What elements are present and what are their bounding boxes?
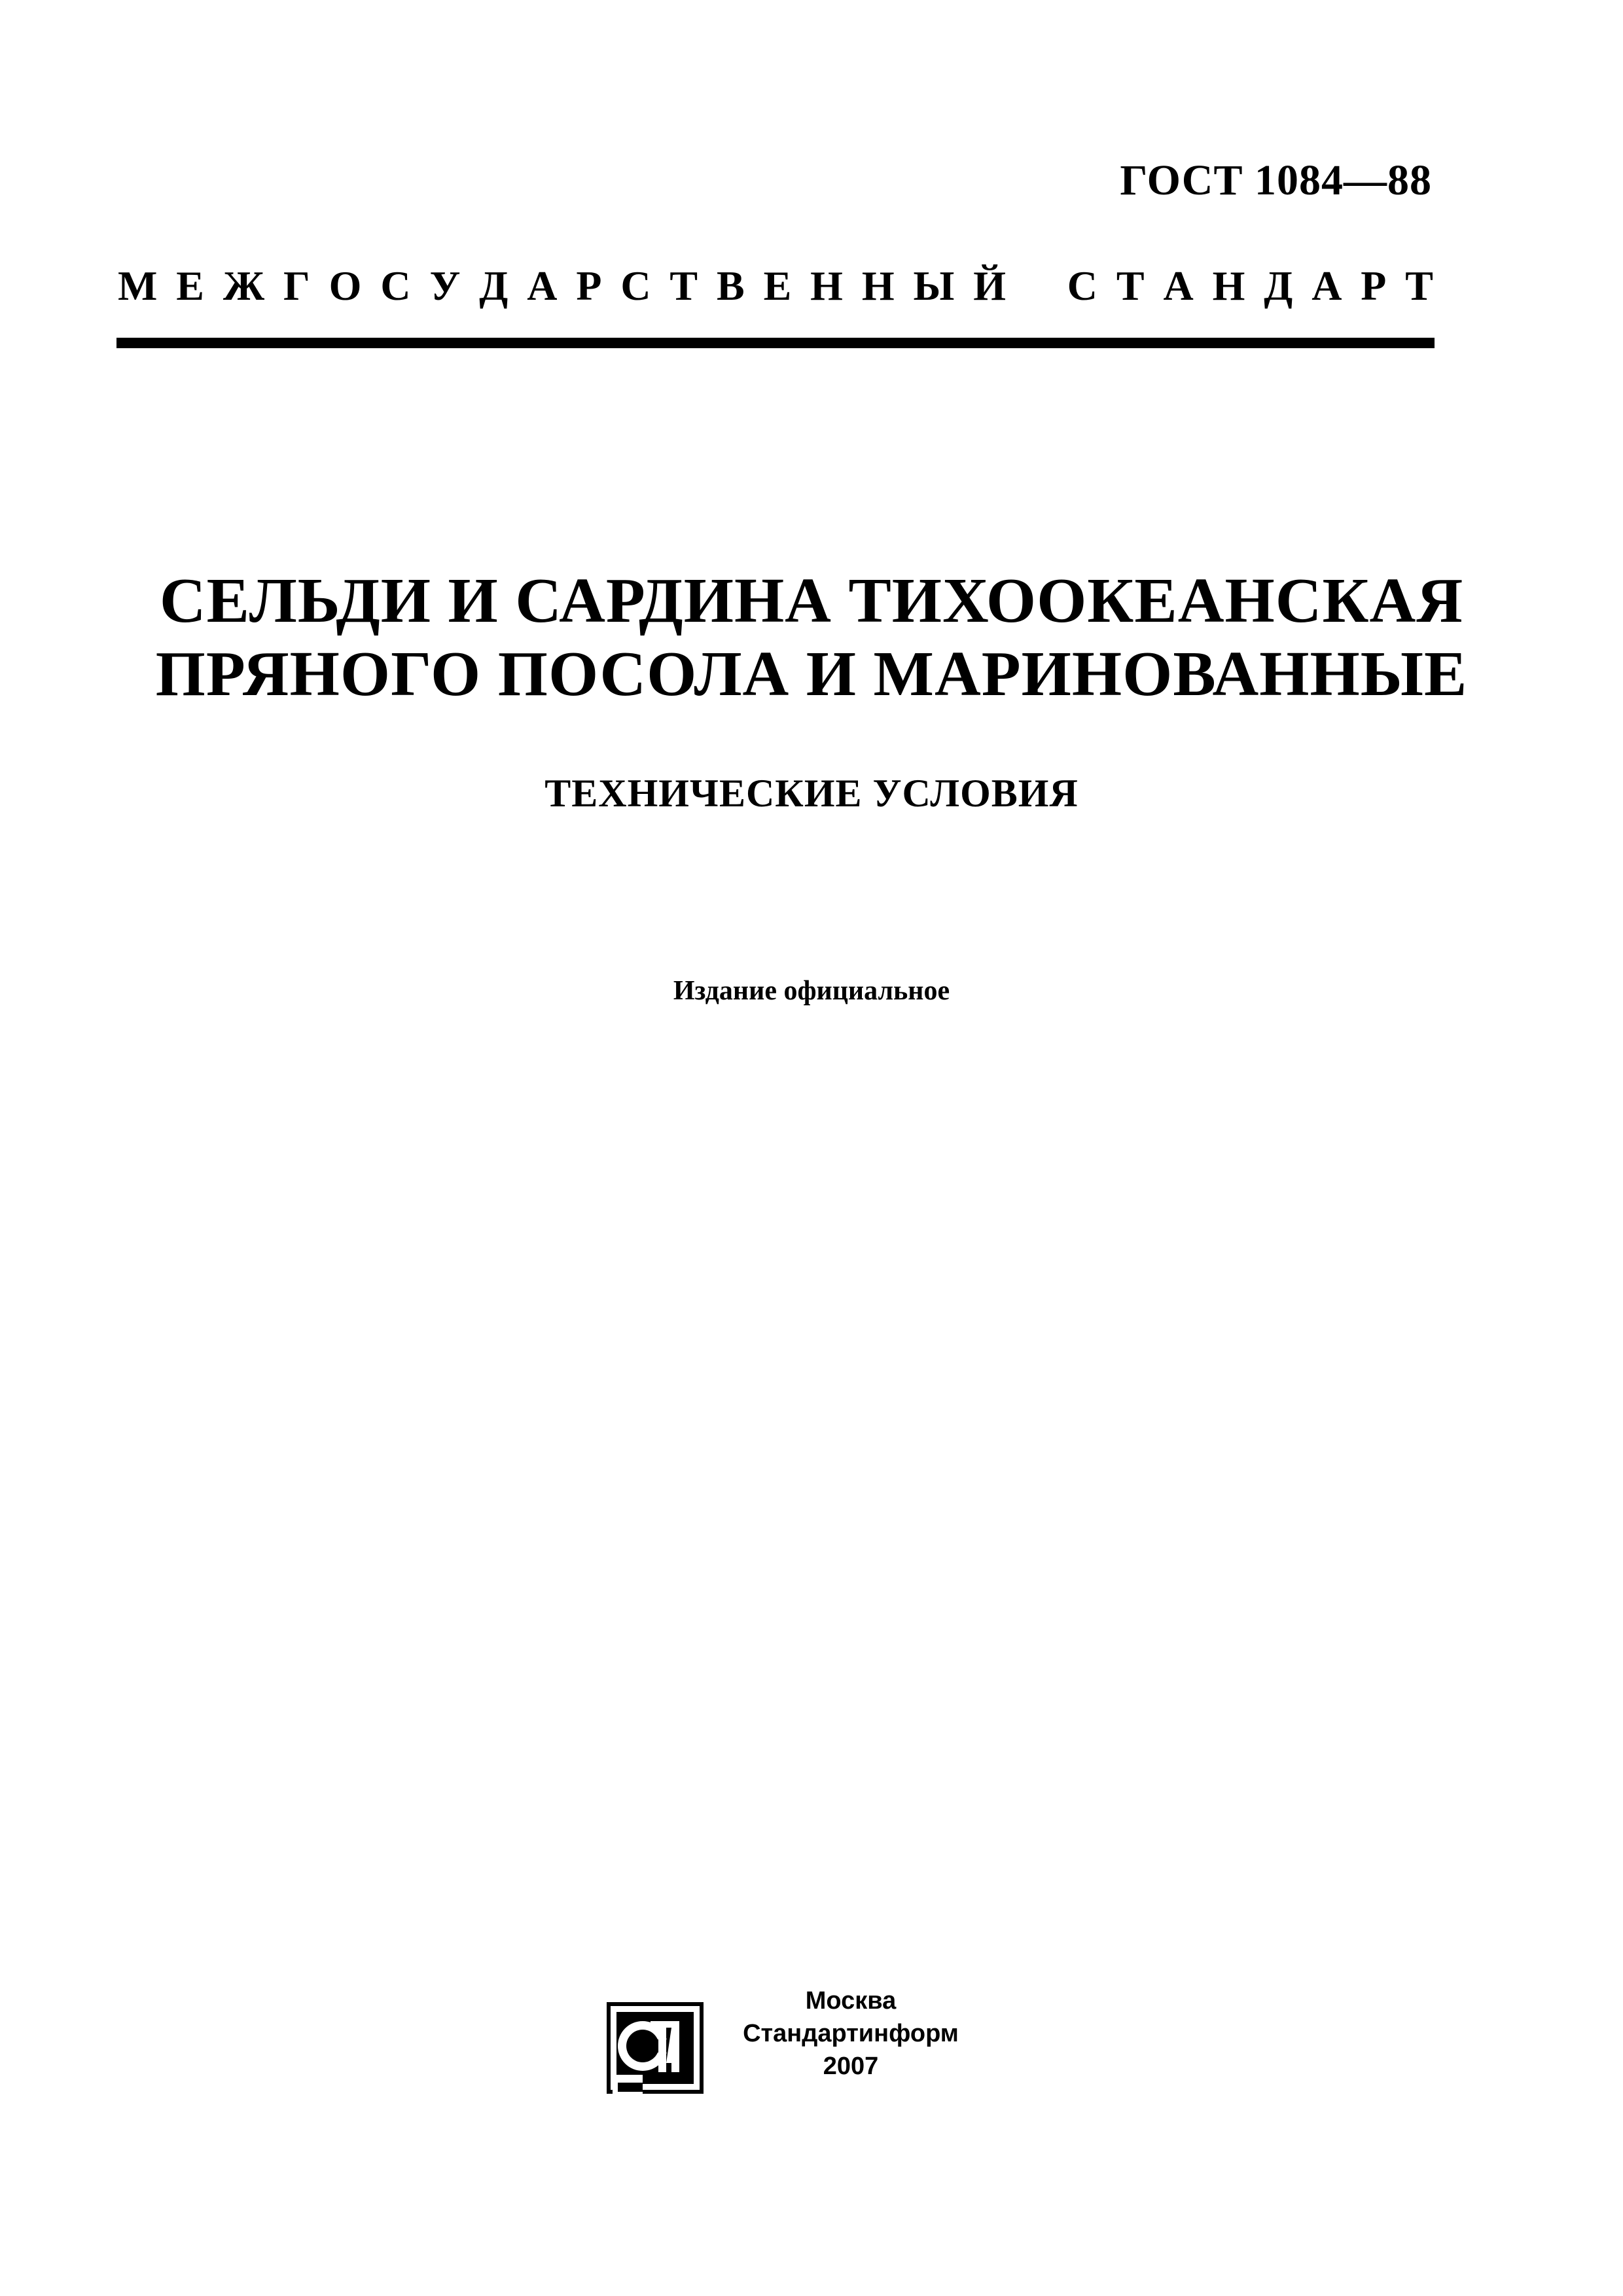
doc-type-letter: Т bbox=[1116, 262, 1145, 309]
doc-type-letter: С bbox=[1067, 262, 1098, 309]
title-line-1: СЕЛЬДИ И САРДИНА ТИХООКЕАНСКАЯ bbox=[159, 565, 1464, 636]
doc-type-letter: Н bbox=[861, 262, 895, 309]
doc-type-letter: Т bbox=[1405, 262, 1433, 309]
doc-type-letter: О bbox=[329, 262, 362, 309]
document-type-banner bbox=[118, 262, 1433, 310]
doc-type-letter: Й bbox=[973, 262, 1007, 309]
document-title bbox=[0, 564, 1623, 711]
doc-type-letter: С bbox=[380, 262, 411, 309]
title-line-2: ПРЯНОГО ПОСОЛА И МАРИНОВАННЫЕ bbox=[155, 639, 1468, 709]
doc-type-letter: Р bbox=[1361, 262, 1387, 309]
doc-type-letter: В bbox=[717, 262, 745, 309]
doc-type-letter: А bbox=[1163, 262, 1194, 309]
imprint-city: Москва bbox=[805, 1987, 897, 2015]
word-gap bbox=[1025, 262, 1048, 310]
standartinform-logo-icon bbox=[606, 2001, 704, 2094]
doc-type-letter: Д bbox=[479, 262, 508, 309]
imprint-year: 2007 bbox=[823, 2053, 879, 2080]
doc-type-letter: М bbox=[118, 262, 158, 309]
publisher-imprint bbox=[726, 1984, 975, 2083]
doc-type-letter: А bbox=[1311, 262, 1342, 309]
doc-type-letter: Ж bbox=[223, 262, 265, 309]
doc-type-letter: Г bbox=[283, 262, 310, 309]
imprint-publisher: Стандартинформ bbox=[743, 2020, 959, 2047]
doc-type-letter: Ы bbox=[913, 262, 955, 309]
gost-code: ГОСТ 1084—88 bbox=[1120, 156, 1432, 204]
doc-type-letter: Н bbox=[1212, 262, 1245, 309]
doc-type-letter: Р bbox=[576, 262, 602, 309]
doc-type-letter: Д bbox=[1264, 262, 1293, 309]
doc-type-letter: С bbox=[620, 262, 651, 309]
header-divider bbox=[116, 338, 1435, 348]
edition-note: Издание официальное bbox=[673, 976, 950, 1006]
doc-type-letter: Н bbox=[810, 262, 843, 309]
document-subtitle: ТЕХНИЧЕСКИЕ УСЛОВИЯ bbox=[544, 772, 1079, 815]
doc-type-letter: Т bbox=[669, 262, 698, 309]
doc-type-letter: А bbox=[527, 262, 558, 309]
doc-type-letter: Е bbox=[763, 262, 792, 309]
doc-type-letter: Е bbox=[176, 262, 204, 309]
doc-type-letter: У bbox=[429, 262, 461, 309]
